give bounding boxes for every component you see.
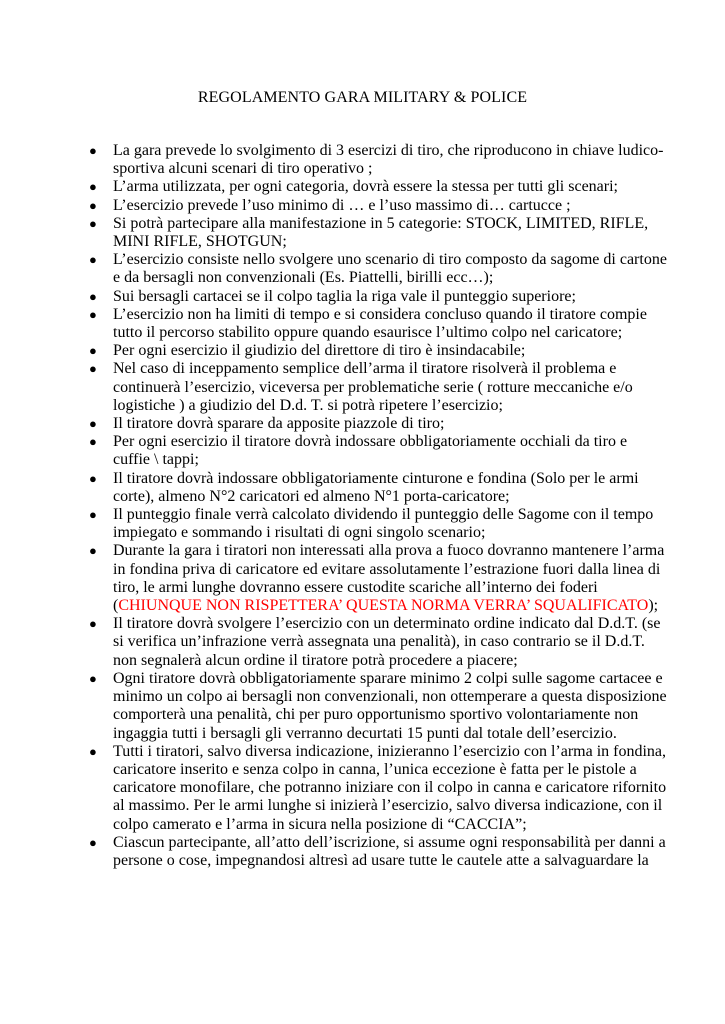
rule-text: Il tiratore dovrà indossare obbligatoriamente cinturone e fondina (Solo per le armi corte), almeno N°2 caricatori ed almeno N°1 porta-caricatore; bbox=[113, 469, 639, 505]
rule-item-5 bbox=[88, 251, 668, 287]
rule-text: Sui bersagli cartacei se il colpo taglia la riga vale il punteggio superiore; bbox=[113, 287, 576, 305]
rule-item-4 bbox=[88, 215, 668, 251]
rule-text: Si potrà partecipare alla manifestazione in 5 categorie: STOCK, LIMITED, RIFLE, MINI RIFLE, SHOTGUN; bbox=[113, 214, 649, 251]
bullet-icon: ● bbox=[89, 616, 97, 632]
bullet-icon: ● bbox=[89, 179, 97, 195]
rule-text: Nel caso di inceppamento semplice dell’arma il tiratore risolverà il problema e continuerà l’esercizio, viceversa per problematiche serie ( rotture meccaniche e/o logistiche ) a giudizio del D.d. T. si potrà ripetere l’esercizio; bbox=[113, 360, 633, 414]
rule-item-6 bbox=[88, 288, 668, 306]
rule-item-1 bbox=[88, 142, 668, 178]
disqualification-warning: CHIUNQUE NON RISPETTERA’ QUESTA NORMA VERRA’ SQUALIFICATO bbox=[118, 597, 649, 615]
bullet-icon: ● bbox=[89, 434, 97, 450]
rule-item-12 bbox=[88, 470, 668, 506]
rule-text: Il tiratore dovrà sparare da apposite piazzole di tiro; bbox=[113, 415, 445, 433]
rule-item-8 bbox=[88, 342, 668, 360]
rule-text: Tutti i tiratori, salvo diversa indicazione, inizieranno l’esercizio con l’arma in fondina, caricatore inserito e senza colpo in canna, l’unica eccezione è fatta per le pistole a caricatore monofilare, che potranno iniziare con il colpo in canna e caricatore rifornito al massimo. Per le armi lunghe si inizierà l’esercizio, salvo diversa indicazione, con il colpo camerato e l’arma in sicura nella posizione di “CACCIA”; bbox=[113, 742, 667, 833]
bullet-icon: ● bbox=[89, 197, 97, 213]
bullet-icon: ● bbox=[89, 288, 97, 304]
rule-item-16 bbox=[88, 670, 668, 743]
rule-text: Ciascun partecipante, all’atto dell’iscrizione, si assume ogni responsabilità per danni a persone o cose, impegnandosi altresì ad usare tutte le cautele atte a salvaguardare la bbox=[113, 833, 666, 869]
rule-text-closing: ); bbox=[648, 597, 659, 615]
bullet-icon: ● bbox=[89, 470, 97, 486]
bullet-icon: ● bbox=[89, 143, 97, 158]
rule-text: Per ogni esercizio il giudizio del direttore di tiro è insindacabile; bbox=[113, 342, 526, 360]
bullet-icon: ● bbox=[89, 543, 97, 559]
rule-text: Per ogni esercizio il tiratore dovrà indossare obbligatoriamente occhiali da tiro e cuffie \ tappi; bbox=[113, 433, 628, 469]
rule-item-3 bbox=[88, 197, 668, 215]
rule-item-14 bbox=[88, 542, 668, 615]
rule-text: Ogni tiratore dovrà obbligatoriamente sparare minimo 2 colpi sulle sagome cartacee e minimo un colpo ai bersagli non convenzionali, non ottemperare a questa disposizione comporterà una penalità, chi per puro opportunismo sportivo volontariamente non ingaggia tutti i bersagli gli verranno decurtati 15 punti dal totale dell’esercizio. bbox=[113, 669, 667, 742]
rule-text: L’arma utilizzata, per ogni categoria, dovrà essere la stessa per tutti gli scenari; bbox=[113, 178, 618, 196]
bullet-icon: ● bbox=[89, 416, 97, 432]
rule-item-7 bbox=[88, 306, 668, 342]
rule-item-17 bbox=[88, 743, 668, 834]
rule-text: La gara prevede lo svolgimento di 3 esercizi di tiro, che riproducono in chiave ludico-sportiva alcuni scenari di tiro operativo ; bbox=[113, 142, 664, 178]
bullet-icon: ● bbox=[89, 215, 97, 231]
rule-text: L’esercizio consiste nello svolgere uno scenario di tiro composto da sagome di cartone e da bersagli non convenzionali (Es. Piattelli, birilli ecc…); bbox=[113, 251, 667, 287]
rule-text: L’esercizio non ha limiti di tempo e si considera concluso quando il tiratore compie tutto il percorso stabilito oppure quando esaurisce l’ultimo colpo nel caricatore; bbox=[113, 305, 647, 342]
bullet-icon: ● bbox=[89, 306, 97, 322]
bullet-icon: ● bbox=[89, 361, 97, 377]
rule-text: Il punteggio finale verrà calcolato dividendo il punteggio delle Sagome con il tempo impiegato e sommando i risultati di ogni singolo scenario; bbox=[113, 506, 654, 542]
bullet-icon: ● bbox=[89, 507, 97, 523]
rule-text: Durante la gara i tiratori non interessati alla prova a fuoco dovranno mantenere l’arma in fondina priva di caricatore ed evitare assolutamente l’estrazione fuori dalla linea di tiro, le armi lunghe dovranno essere custodite scariche all’interno dei foderi ( bbox=[113, 542, 665, 615]
rule-item-10 bbox=[88, 415, 668, 433]
rule-item-11 bbox=[88, 433, 668, 469]
rules-list bbox=[88, 142, 668, 870]
rule-item-9 bbox=[88, 360, 668, 415]
rule-item-18 bbox=[88, 834, 668, 870]
bullet-icon: ● bbox=[89, 252, 97, 268]
rule-text: Il tiratore dovrà svolgere l’esercizio con un determinato ordine indicato dal D.d.T. (se si verifica un’infrazione verrà assegnata una penalità), in caso contrario se il D.d.T. non segnalerà alcun ordine il tiratore potrà procedere a piacere; bbox=[113, 615, 661, 669]
rule-item-13 bbox=[88, 506, 668, 542]
bullet-icon: ● bbox=[89, 743, 97, 759]
rule-text: L’esercizio prevede l’uso minimo di … e l’uso massimo di… cartucce ; bbox=[113, 196, 571, 214]
bullet-icon: ● bbox=[89, 670, 97, 686]
bullet-icon: ● bbox=[89, 343, 97, 359]
rule-item-15 bbox=[88, 615, 668, 670]
rule-item-2 bbox=[88, 178, 668, 196]
bullet-icon: ● bbox=[89, 834, 97, 850]
document-title: REGOLAMENTO GARA MILITARY & POLICE bbox=[197, 89, 528, 106]
